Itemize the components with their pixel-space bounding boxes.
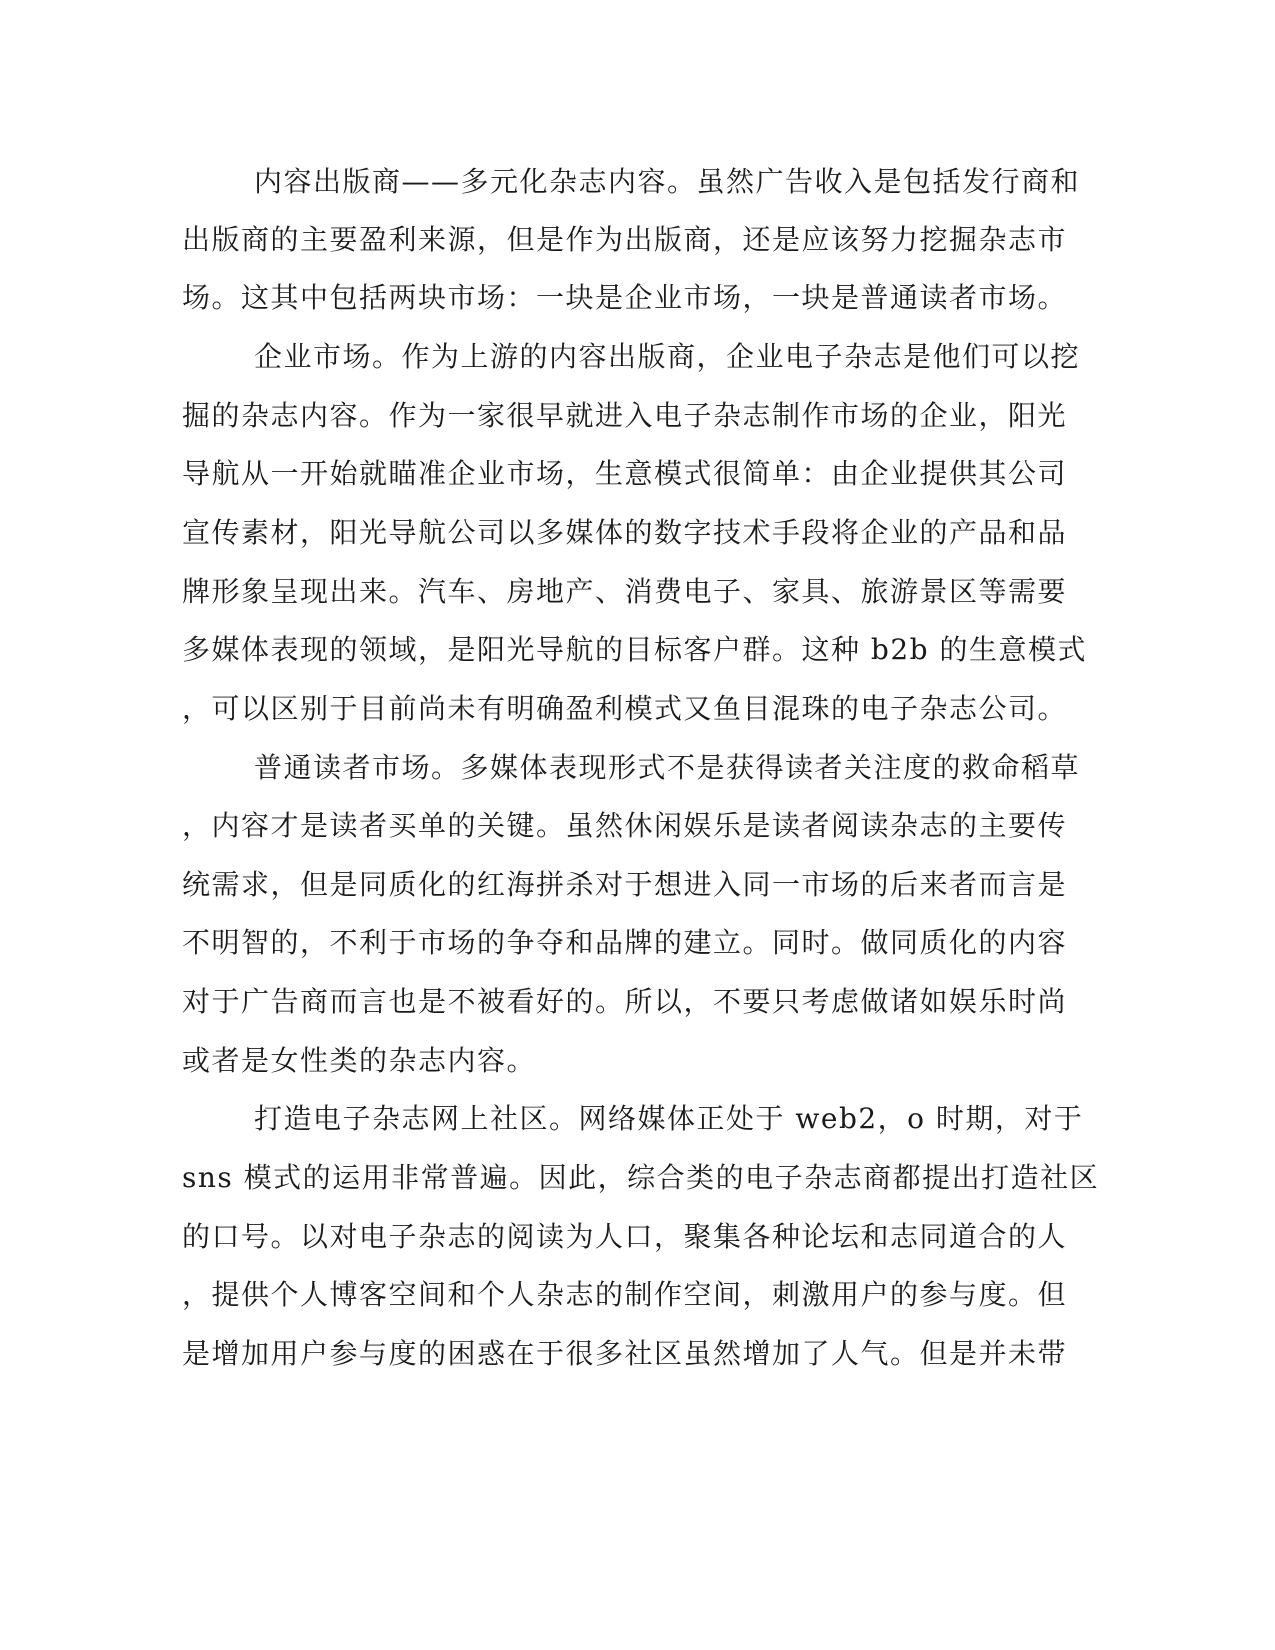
- text-line: ，内容才是读者买单的关键。虽然休闲娱乐是读者阅读杂志的主要传: [182, 809, 1068, 842]
- text-line: 内容出版商——多元化杂志内容。虽然广告收入是包括发行商和: [254, 165, 1081, 198]
- text-line: 统需求，但是同质化的红海拼杀对于想进入同一市场的后来者而言是: [182, 868, 1068, 901]
- text-line: 牌形象呈现出来。汽车、房地产、消费电子、家具、旅游景区等需要: [182, 575, 1068, 608]
- text-line: 的口号。以对电子杂志的阅读为人口，聚集各种论坛和志同道合的人: [182, 1220, 1068, 1253]
- text-line: 打造电子杂志网上社区。网络媒体正处于 web2，o 时期，对于: [254, 1102, 1084, 1135]
- text-line: 是增加用户参与度的困惑在于很多社区虽然增加了人气。但是并未带: [182, 1337, 1068, 1370]
- text-line: 宣传素材，阳光导航公司以多媒体的数字技术手段将企业的产品和品: [182, 516, 1068, 549]
- text-line: 导航从一开始就瞄准企业市场，生意模式很简单：由企业提供其公司: [182, 457, 1068, 490]
- text-line: ，提供个人博客空间和个人杂志的制作空间，刺激用户的参与度。但: [182, 1278, 1068, 1311]
- text-line: 不明智的，不利于市场的争夺和品牌的建立。同时。做同质化的内容: [182, 926, 1068, 959]
- text-line: ，可以区别于目前尚未有明确盈利模式又鱼目混珠的电子杂志公司。: [182, 692, 1068, 725]
- text-line: 多媒体表现的领域，是阳光导航的目标客户群。这种 b2b 的生意模式: [182, 633, 1087, 666]
- text-line: 或者是女性类的杂志内容。: [182, 1044, 537, 1077]
- text-line: 对于广告商而言也是不被看好的。所以，不要只考虑做诸如娱乐时尚: [182, 985, 1068, 1018]
- text-line: 场。这其中包括两块市场：一块是企业市场，一块是普通读者市场。: [182, 281, 1068, 314]
- text-line: 普通读者市场。多媒体表现形式不是获得读者关注度的救命稻草: [254, 751, 1081, 784]
- text-line: 掘的杂志内容。作为一家很早就进入电子杂志制作市场的企业，阳光: [182, 399, 1068, 432]
- text-line: 企业市场。作为上游的内容出版商，企业电子杂志是他们可以挖: [254, 340, 1081, 373]
- text-line: 出版商的主要盈利来源，但是作为出版商，还是应该努力挖掘杂志市: [182, 223, 1068, 256]
- text-line: sns 模式的运用非常普遍。因此，综合类的电子杂志商都提出打造社区: [182, 1161, 1100, 1194]
